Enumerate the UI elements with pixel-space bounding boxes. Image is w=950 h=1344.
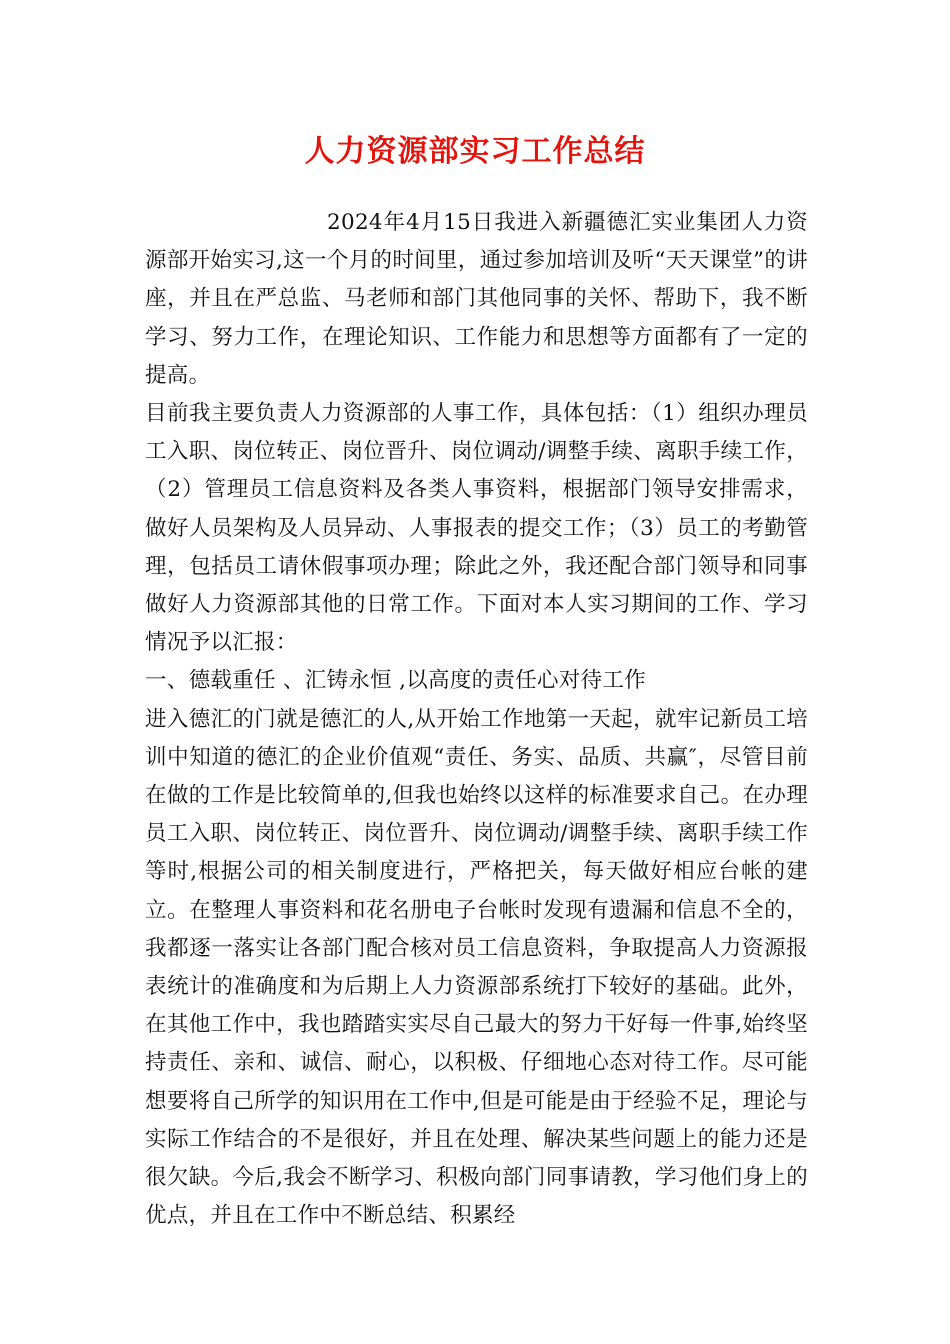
paragraph-responsibilities: 目前我主要负责人力资源部的人事工作，具体包括：（1）组织办理员工入职、岗位转正、岗位晋升、岗位调动/调整手续、离职手续工作，（2）管理员工信息资料及各类人事资料，根据部门领导安排需求，做好人员架构及人员异动、人事报表的提交工作；（3）员工的考勤管理，包括员工请休假事项办理；除此之外，我还配合部门领导和同事做好人力资源部其他的日常工作。下面对本人实习期间的工作、学习情况予以汇报： <box>145 401 808 656</box>
section-heading-1: 一、德载重任 、汇铸永恒 ,以高度的责任心对待工作 <box>145 668 647 694</box>
document-body <box>145 204 808 1235</box>
paragraph-intro: 2024年4月15日我进入新疆德汇实业集团人力资源部开始实习,这一个月的时间里，通过参加培训及听“天天课堂”的讲座，并且在严总监、马老师和部门其他同事的关怀、帮助下，我不断学习、努力工作，在理论知识、工作能力和思想等方面都有了一定的提高。 <box>145 210 808 388</box>
paragraph-section-1: 进入德汇的门就是德汇的人,从开始工作地第一天起，就牢记新员工培训中知道的德汇的企业价值观“责任、务实、品质、共赢″，尽管目前在做的工作是比较简单的,但我也始终以这样的标准要求自己。在办理员工入职、岗位转正、岗位晋升、岗位调动/调整手续、离职手续工作等时,根据公司的相关制度进行，严格把关，每天做好相应台帐的建立。在整理人事资料和花名册电子台帐时发现有遗漏和信息不全的，我都逐一落实让各部门配合核对员工信息资料，争取提高人力资源报表统计的准确度和为后期上人力资源部系统打下较好的基础。此外，在其他工作中，我也踏踏实实尽自己最大的努力干好每一件事,始终坚持责任、亲和、诚信、耐心，以积极、仔细地心态对待工作。尽可能想要将自己所学的知识用在工作中,但是可能是由于经验不足，理论与实际工作结合的不是很好，并且在处理、解决某些问题上的能力还是很欠缺。今后,我会不断学习、积极向部门同事请教，学习他们身上的优点，并且在工作中不断总结、积累经 <box>145 706 808 1229</box>
document-title: 人力资源部实习工作总结 <box>304 134 646 169</box>
